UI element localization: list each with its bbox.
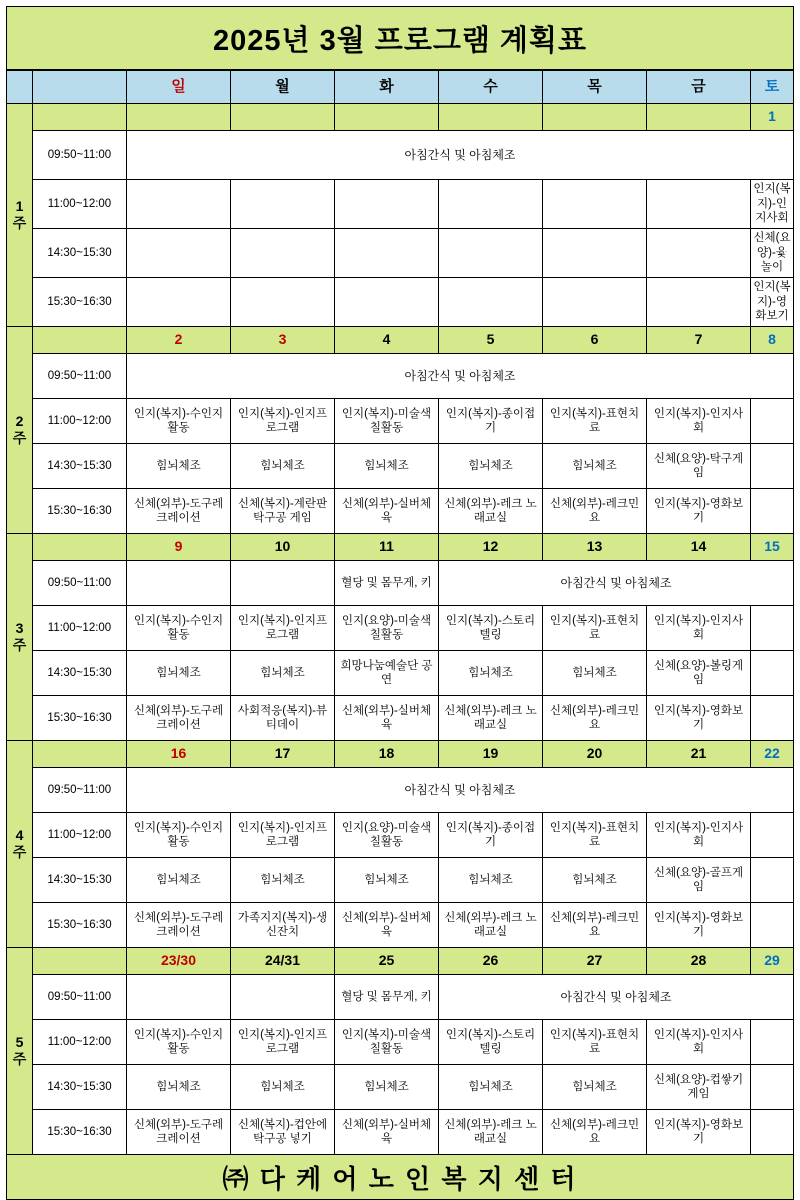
event-cell: 힘뇌체조 (335, 858, 439, 903)
date-row (7, 534, 794, 561)
event-cell (231, 229, 335, 278)
event-cell (127, 975, 231, 1020)
event-cell: 인지(복지)-스토리텔링 (439, 1020, 543, 1065)
date-row (7, 948, 794, 975)
time-cell: 11:00~12:00 (33, 180, 127, 229)
event-cell (751, 399, 794, 444)
event-cell: 신체(외부)-도구레크레이션 (127, 489, 231, 534)
event-cell: 신체(외부)-레크민요 (543, 1110, 647, 1155)
date-cell: 20 (543, 741, 647, 768)
date-cell: 29 (751, 948, 794, 975)
date-row (7, 327, 794, 354)
event-cell: 힘뇌체조 (543, 444, 647, 489)
event-cell: 힘뇌체조 (127, 444, 231, 489)
table-row (7, 180, 794, 229)
date-cell (543, 104, 647, 131)
date-cell (231, 104, 335, 131)
table-row (7, 489, 794, 534)
date-cell: 5 (439, 327, 543, 354)
event-cell: 인지(복지)-표현치료 (543, 1020, 647, 1065)
date-cell (335, 104, 439, 131)
event-cell (231, 278, 335, 327)
time-cell: 15:30~16:30 (33, 489, 127, 534)
corner-cell-time (33, 71, 127, 104)
event-cell: 신체(외부)-실버체육 (335, 696, 439, 741)
date-cell: 1 (751, 104, 794, 131)
event-cell: 인지(복지)-수인지활동 (127, 813, 231, 858)
date-row (7, 104, 794, 131)
event-cell: 힘뇌체조 (543, 651, 647, 696)
week-label-2: 2주 (7, 327, 33, 534)
event-cell: 신체(외부)-레크민요 (543, 696, 647, 741)
event-cell: 인지(복지)-종이접기 (439, 813, 543, 858)
event-cell: 신체(복지)-컵안에 탁구공 넣기 (231, 1110, 335, 1155)
week-label-4: 4주 (7, 741, 33, 948)
event-cell: 인지(복지)-표현치료 (543, 813, 647, 858)
date-blank (33, 534, 127, 561)
event-cell: 힘뇌체조 (231, 1065, 335, 1110)
event-cell-merged: 아침간식 및 아침체조 (127, 131, 794, 180)
date-blank (33, 948, 127, 975)
date-cell: 18 (335, 741, 439, 768)
event-cell: 신체(외부)-레크 노래교실 (439, 696, 543, 741)
event-cell: 인지(복지)-표현치료 (543, 399, 647, 444)
page-title-text: 2025년 3월 프로그램 계획표 (213, 24, 587, 57)
event-cell: 희망나눔예술단 공연 (335, 651, 439, 696)
dow-wed: 수 (439, 71, 543, 104)
date-cell: 2 (127, 327, 231, 354)
event-cell: 인지(요양)-미술색칠활동 (335, 813, 439, 858)
event-cell: 신체(요양)-컵쌓기게임 (647, 1065, 751, 1110)
event-cell (751, 1020, 794, 1065)
dow-tue: 화 (335, 71, 439, 104)
event-cell: 인지(복지)-인지프로그램 (231, 606, 335, 651)
date-cell (439, 104, 543, 131)
date-cell: 27 (543, 948, 647, 975)
event-cell (231, 561, 335, 606)
event-cell: 힘뇌체조 (231, 651, 335, 696)
table-row (7, 561, 794, 606)
event-cell: 힘뇌체조 (231, 858, 335, 903)
table-row (7, 229, 794, 278)
event-cell: 사회적응(복지)-뷰티데이 (231, 696, 335, 741)
event-cell: 인지(복지)-인지프로그램 (231, 1020, 335, 1065)
event-cell (439, 180, 543, 229)
event-cell-merged: 아침간식 및 아침체조 (127, 768, 794, 813)
event-cell: 인지(복지)-영화보기 (647, 1110, 751, 1155)
table-row (7, 768, 794, 813)
event-cell: 힘뇌체조 (439, 651, 543, 696)
date-cell: 19 (439, 741, 543, 768)
date-cell: 12 (439, 534, 543, 561)
event-cell: 인지(복지)-인지사회 (647, 399, 751, 444)
event-cell-merged: 아침간식 및 아침체조 (127, 354, 794, 399)
footer-center-name (6, 1155, 794, 1200)
event-cell: 힘뇌체조 (543, 1065, 647, 1110)
event-cell (647, 278, 751, 327)
time-cell: 09:50~11:00 (33, 131, 127, 180)
event-cell (231, 180, 335, 229)
time-cell: 15:30~16:30 (33, 1110, 127, 1155)
date-cell: 9 (127, 534, 231, 561)
date-cell: 25 (335, 948, 439, 975)
date-cell: 17 (231, 741, 335, 768)
event-cell: 힘뇌체조 (439, 858, 543, 903)
event-cell: 인지(복지)-표현치료 (543, 606, 647, 651)
time-cell: 11:00~12:00 (33, 606, 127, 651)
schedule-table (6, 70, 794, 1155)
time-cell: 15:30~16:30 (33, 278, 127, 327)
dow-fri: 금 (647, 71, 751, 104)
date-blank (33, 741, 127, 768)
time-cell: 14:30~15:30 (33, 229, 127, 278)
date-cell: 3 (231, 327, 335, 354)
event-cell: 신체(외부)-실버체육 (335, 903, 439, 948)
event-cell: 인지(복지)-인지사회 (647, 1020, 751, 1065)
event-cell: 인지(복지)-수인지활동 (127, 399, 231, 444)
date-blank (33, 327, 127, 354)
event-cell: 힘뇌체조 (439, 444, 543, 489)
day-of-week-header (7, 71, 794, 104)
event-cell (439, 229, 543, 278)
event-cell (751, 444, 794, 489)
page-title (6, 6, 794, 70)
event-cell (751, 489, 794, 534)
event-cell: 신체(요양)-골프게임 (647, 858, 751, 903)
event-cell (647, 180, 751, 229)
event-cell: 인지(요양)-미술색칠활동 (335, 606, 439, 651)
date-cell: 15 (751, 534, 794, 561)
event-cell (751, 1110, 794, 1155)
event-cell: 신체(외부)-도구레크레이션 (127, 903, 231, 948)
date-cell: 23/30 (127, 948, 231, 975)
event-cell (751, 1065, 794, 1110)
table-row (7, 278, 794, 327)
date-cell: 22 (751, 741, 794, 768)
dow-sun: 일 (127, 71, 231, 104)
event-cell-merged: 아침간식 및 아침체조 (439, 561, 794, 606)
date-cell: 21 (647, 741, 751, 768)
time-cell: 09:50~11:00 (33, 354, 127, 399)
time-cell: 09:50~11:00 (33, 561, 127, 606)
dow-thu: 목 (543, 71, 647, 104)
event-cell (127, 229, 231, 278)
date-cell: 16 (127, 741, 231, 768)
event-cell: 힘뇌체조 (543, 858, 647, 903)
table-row (7, 1110, 794, 1155)
event-cell: 신체(외부)-레크 노래교실 (439, 1110, 543, 1155)
event-cell: 인지(복지)-인지사회 (751, 180, 794, 229)
event-cell (751, 651, 794, 696)
event-cell (647, 229, 751, 278)
week-label-3: 3주 (7, 534, 33, 741)
table-row (7, 606, 794, 651)
time-cell: 14:30~15:30 (33, 444, 127, 489)
event-cell: 힘뇌체조 (335, 444, 439, 489)
event-cell: 신체(외부)-레크민요 (543, 903, 647, 948)
table-row (7, 131, 794, 180)
event-cell: 힘뇌체조 (127, 858, 231, 903)
event-cell: 신체(외부)-레크민요 (543, 489, 647, 534)
date-cell: 13 (543, 534, 647, 561)
event-cell: 힘뇌체조 (439, 1065, 543, 1110)
event-cell (127, 561, 231, 606)
event-cell: 신체(복지)-계란판 탁구공 게임 (231, 489, 335, 534)
date-cell: 6 (543, 327, 647, 354)
corner-cell (7, 71, 33, 104)
week-label-5: 5주 (7, 948, 33, 1155)
event-cell (335, 229, 439, 278)
event-cell: 인지(복지)-인지사회 (647, 606, 751, 651)
event-cell: 인지(복지)-인지프로그램 (231, 399, 335, 444)
event-cell: 힘뇌체조 (127, 1065, 231, 1110)
event-cell: 힘뇌체조 (231, 444, 335, 489)
event-cell: 가족지지(복지)-생신잔치 (231, 903, 335, 948)
time-cell: 14:30~15:30 (33, 858, 127, 903)
date-cell: 11 (335, 534, 439, 561)
date-row (7, 741, 794, 768)
event-cell: 인지(복지)-스토리텔링 (439, 606, 543, 651)
event-cell: 인지(복지)-종이접기 (439, 399, 543, 444)
date-cell: 4 (335, 327, 439, 354)
event-cell (127, 278, 231, 327)
date-cell: 10 (231, 534, 335, 561)
time-cell: 11:00~12:00 (33, 1020, 127, 1065)
event-cell (751, 606, 794, 651)
date-cell: 8 (751, 327, 794, 354)
event-cell: 인지(복지)-미술색칠활동 (335, 399, 439, 444)
time-cell: 09:50~11:00 (33, 975, 127, 1020)
blood-sugar-cell: 혈당 및 몸무게, 키 (335, 561, 439, 606)
table-row (7, 651, 794, 696)
table-row (7, 975, 794, 1020)
event-cell-merged: 아침간식 및 아침체조 (439, 975, 794, 1020)
event-cell: 인지(복지)-인지프로그램 (231, 813, 335, 858)
event-cell: 신체(외부)-도구레크레이션 (127, 1110, 231, 1155)
event-cell: 인지(복지)-영화보기 (647, 696, 751, 741)
time-cell: 15:30~16:30 (33, 903, 127, 948)
event-cell (127, 180, 231, 229)
table-row (7, 1020, 794, 1065)
event-cell (751, 858, 794, 903)
dow-sat: 토 (751, 71, 794, 104)
dow-mon: 월 (231, 71, 335, 104)
event-cell: 인지(복지)-영화보기 (647, 489, 751, 534)
table-row (7, 399, 794, 444)
blood-sugar-cell: 혈당 및 몸무게, 키 (335, 975, 439, 1020)
time-cell: 14:30~15:30 (33, 651, 127, 696)
week-label-1: 1주 (7, 104, 33, 327)
event-cell: 신체(요양)-볼링게임 (647, 651, 751, 696)
event-cell: 인지(복지)-수인지활동 (127, 606, 231, 651)
event-cell (335, 180, 439, 229)
date-cell: 26 (439, 948, 543, 975)
event-cell: 신체(요양)-탁구게임 (647, 444, 751, 489)
event-cell: 신체(외부)-레크 노래교실 (439, 489, 543, 534)
event-cell: 인지(복지)-인지사회 (647, 813, 751, 858)
table-row (7, 813, 794, 858)
date-cell: 7 (647, 327, 751, 354)
table-row (7, 354, 794, 399)
event-cell: 신체(외부)-도구레크레이션 (127, 696, 231, 741)
event-cell: 인지(복지)-미술색칠활동 (335, 1020, 439, 1065)
table-row (7, 903, 794, 948)
time-cell: 11:00~12:00 (33, 813, 127, 858)
event-cell: 힘뇌체조 (127, 651, 231, 696)
event-cell: 인지(복지)-수인지활동 (127, 1020, 231, 1065)
event-cell (751, 696, 794, 741)
table-row (7, 858, 794, 903)
date-cell (127, 104, 231, 131)
table-row (7, 696, 794, 741)
footer-text: ㈜ 다 케 어 노 인 복 지 센 터 (222, 1163, 578, 1194)
time-cell: 09:50~11:00 (33, 768, 127, 813)
event-cell: 인지(복지)-영화보기 (647, 903, 751, 948)
date-cell (647, 104, 751, 131)
event-cell (231, 975, 335, 1020)
event-cell: 신체(외부)-레크 노래교실 (439, 903, 543, 948)
table-row (7, 1065, 794, 1110)
event-cell: 신체(요양)-윷놀이 (751, 229, 794, 278)
time-cell: 11:00~12:00 (33, 399, 127, 444)
date-cell: 14 (647, 534, 751, 561)
event-cell: 신체(외부)-실버체육 (335, 489, 439, 534)
event-cell (751, 903, 794, 948)
date-cell: 28 (647, 948, 751, 975)
time-cell: 14:30~15:30 (33, 1065, 127, 1110)
event-cell (543, 229, 647, 278)
event-cell (751, 813, 794, 858)
event-cell (439, 278, 543, 327)
time-cell: 15:30~16:30 (33, 696, 127, 741)
event-cell: 신체(외부)-실버체육 (335, 1110, 439, 1155)
date-cell: 24/31 (231, 948, 335, 975)
event-cell: 인지(복지)-영화보기 (751, 278, 794, 327)
date-blank (33, 104, 127, 131)
event-cell (543, 180, 647, 229)
event-cell: 힘뇌체조 (335, 1065, 439, 1110)
event-cell (335, 278, 439, 327)
event-cell (543, 278, 647, 327)
table-row (7, 444, 794, 489)
